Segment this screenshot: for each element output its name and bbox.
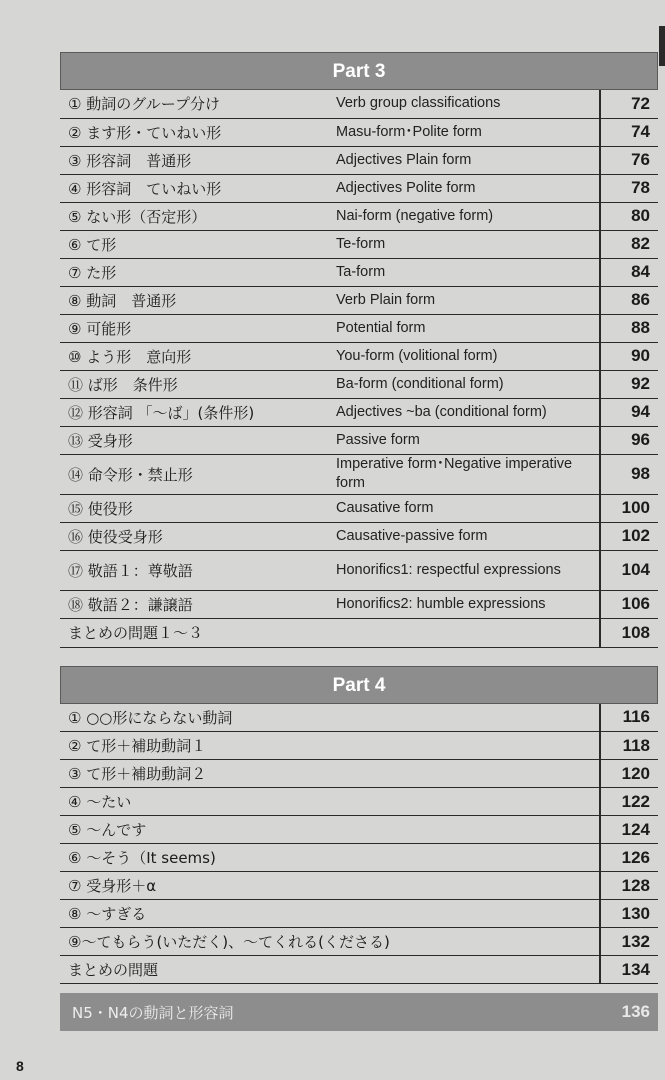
toc-title-ja: ① ○○形にならない動詞 <box>60 704 600 732</box>
toc-title-ja: ⑭ 命令形・禁止形 <box>60 454 336 494</box>
part3-table <box>60 90 658 648</box>
toc-row[interactable] <box>60 928 658 956</box>
toc-title-en: Adjectives Polite form <box>336 174 600 202</box>
toc-title-ja: まとめの問題１～３ <box>60 618 600 647</box>
toc-title-ja: ⑥ て形 <box>60 230 336 258</box>
toc-title-ja: ⑤ ない形（否定形） <box>60 202 336 230</box>
appendix-bar[interactable] <box>60 993 658 1031</box>
toc-title-en: Ta-form <box>336 258 600 286</box>
toc-title-ja: ⑥ ～そう（It seems) <box>60 844 600 872</box>
part4-table <box>60 704 658 985</box>
toc-row[interactable] <box>60 118 658 146</box>
toc-row[interactable] <box>60 494 658 522</box>
toc-row[interactable] <box>60 550 658 590</box>
toc-title-ja: ④ 形容詞 ていねい形 <box>60 174 336 202</box>
toc-title-ja: ⑱ 敬語２：謙譲語 <box>60 590 336 618</box>
toc-title-ja: ⑧ ～すぎる <box>60 900 600 928</box>
toc-row[interactable] <box>60 788 658 816</box>
toc-row[interactable] <box>60 342 658 370</box>
toc-title-en: Verb group classifications <box>336 90 600 118</box>
toc-title-en: Nai-form (negative form) <box>336 202 600 230</box>
toc-page-number: 132 <box>600 928 658 956</box>
toc-page-number: 108 <box>600 618 658 647</box>
appendix-page: 136 <box>621 1002 650 1021</box>
toc-title-en: Imperative form･Negative imperative form <box>336 454 600 494</box>
toc-row[interactable] <box>60 314 658 342</box>
toc-row[interactable] <box>60 174 658 202</box>
toc-page-number: 122 <box>600 788 658 816</box>
toc-title-en: Adjectives ~ba (conditional form) <box>336 398 600 426</box>
page-edge-mark <box>659 26 665 66</box>
toc-row[interactable] <box>60 844 658 872</box>
toc-row[interactable] <box>60 900 658 928</box>
toc-page-number: 104 <box>600 550 658 590</box>
toc-title-ja: ⑫ 形容詞 「～ば」(条件形) <box>60 398 336 426</box>
toc-page-number: 78 <box>600 174 658 202</box>
toc-page-number: 116 <box>600 704 658 732</box>
toc-title-ja: ⑪ ば形 条件形 <box>60 370 336 398</box>
toc-title-ja: ⑯ 使役受身形 <box>60 522 336 550</box>
toc-page-number: 102 <box>600 522 658 550</box>
toc-title-ja: ② ます形・ていねい形 <box>60 118 336 146</box>
toc-title-ja: ⑤ ～んです <box>60 816 600 844</box>
toc-title-ja: ⑦ た形 <box>60 258 336 286</box>
toc-title-ja: ⑨ 可能形 <box>60 314 336 342</box>
toc-row[interactable] <box>60 202 658 230</box>
toc-row[interactable] <box>60 618 658 647</box>
toc-title-ja: ⑦ 受身形＋α <box>60 872 600 900</box>
toc-row[interactable] <box>60 760 658 788</box>
toc-title-en: Honorifics1: respectful expressions <box>336 550 600 590</box>
toc-title-ja: ③ 形容詞 普通形 <box>60 146 336 174</box>
toc-row[interactable] <box>60 426 658 454</box>
toc-row[interactable] <box>60 704 658 732</box>
toc-page-number: 72 <box>600 90 658 118</box>
toc-title-en: Masu-form･Polite form <box>336 118 600 146</box>
toc-title-en: Passive form <box>336 426 600 454</box>
toc-title-ja: ⑮ 使役形 <box>60 494 336 522</box>
toc-page-number: 88 <box>600 314 658 342</box>
toc-page-number: 126 <box>600 844 658 872</box>
toc-page-number: 134 <box>600 956 658 984</box>
toc-page-number: 82 <box>600 230 658 258</box>
toc-page-number: 80 <box>600 202 658 230</box>
toc-page-number: 100 <box>600 494 658 522</box>
toc-title-ja: ⑨～てもらう(いただく)、～てくれる(くださる) <box>60 928 600 956</box>
toc-page-number: 94 <box>600 398 658 426</box>
toc-page-number: 76 <box>600 146 658 174</box>
table-of-contents <box>60 52 658 1031</box>
toc-row[interactable] <box>60 872 658 900</box>
toc-title-ja: ③ て形＋補助動詞２ <box>60 760 600 788</box>
toc-row[interactable] <box>60 732 658 760</box>
toc-title-en: Te-form <box>336 230 600 258</box>
toc-title-ja: ⑩ よう形 意向形 <box>60 342 336 370</box>
toc-row[interactable] <box>60 258 658 286</box>
toc-title-ja: ⑧ 動詞 普通形 <box>60 286 336 314</box>
toc-page-number: 120 <box>600 760 658 788</box>
toc-title-en: Honorifics2: humble expressions <box>336 590 600 618</box>
toc-title-ja: ⑰ 敬語１：尊敬語 <box>60 550 336 590</box>
toc-page-number: 96 <box>600 426 658 454</box>
toc-page-number: 92 <box>600 370 658 398</box>
toc-title-en: You-form (volitional form) <box>336 342 600 370</box>
toc-title-en: Potential form <box>336 314 600 342</box>
toc-row[interactable] <box>60 398 658 426</box>
toc-page-number: 98 <box>600 454 658 494</box>
toc-row[interactable] <box>60 146 658 174</box>
toc-row[interactable] <box>60 956 658 984</box>
toc-title-ja: ② て形＋補助動詞１ <box>60 732 600 760</box>
appendix-label: N5・N4の動詞と形容詞 <box>72 1003 234 1022</box>
toc-row[interactable] <box>60 454 658 494</box>
toc-page-number: 90 <box>600 342 658 370</box>
toc-page-number: 86 <box>600 286 658 314</box>
toc-title-ja: ① 動詞のグループ分け <box>60 90 336 118</box>
toc-row[interactable] <box>60 816 658 844</box>
part3-header: Part 3 <box>60 52 658 90</box>
part4-header: Part 4 <box>60 666 658 704</box>
toc-page-number: 106 <box>600 590 658 618</box>
toc-title-en: Ba-form (conditional form) <box>336 370 600 398</box>
toc-page-number: 124 <box>600 816 658 844</box>
toc-title-en: Causative form <box>336 494 600 522</box>
toc-title-ja: まとめの問題 <box>60 956 600 984</box>
toc-page-number: 128 <box>600 872 658 900</box>
toc-page-number: 130 <box>600 900 658 928</box>
toc-title-ja: ⑬ 受身形 <box>60 426 336 454</box>
toc-row[interactable] <box>60 90 658 118</box>
toc-row[interactable] <box>60 230 658 258</box>
toc-title-en: Causative-passive form <box>336 522 600 550</box>
toc-page-number: 118 <box>600 732 658 760</box>
toc-page-number: 74 <box>600 118 658 146</box>
toc-title-ja: ④ ～たい <box>60 788 600 816</box>
toc-title-en: Verb Plain form <box>336 286 600 314</box>
toc-row[interactable] <box>60 286 658 314</box>
page-number: 8 <box>16 1058 24 1074</box>
toc-row[interactable] <box>60 590 658 618</box>
toc-row[interactable] <box>60 522 658 550</box>
toc-row[interactable] <box>60 370 658 398</box>
toc-page-number: 84 <box>600 258 658 286</box>
toc-title-en: Adjectives Plain form <box>336 146 600 174</box>
